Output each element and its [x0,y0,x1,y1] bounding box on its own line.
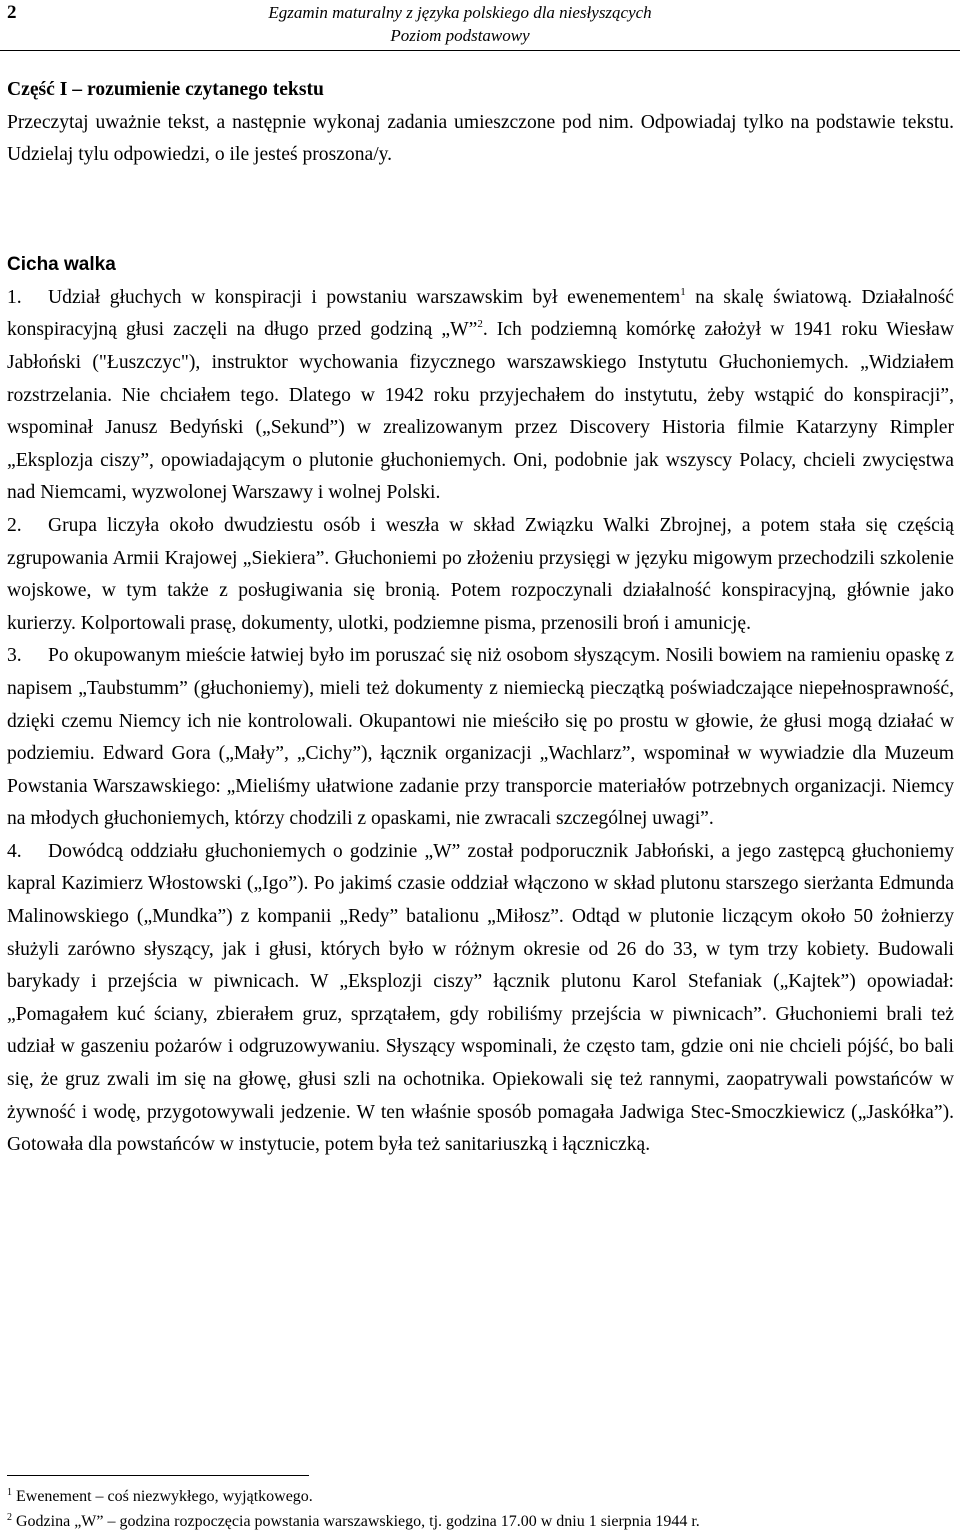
footnote-mark: 1 [7,1487,12,1498]
article-paragraph-3 [7,640,954,836]
paragraph-text: . Ich podziemną komórkę założył w 1941 roku Wiesław Jabłoński ("Łuszczyc"), instruktor wychowania fizycznego warszawskiego Instytutu Głuchoniemych. „Widziałem rozstrzelania. Nie chciałem tego. Dlatego w 1942 roku przyjechałem do instytutu, żeby wstąpić do konspiracji”, wspominał Janusz Bedyński („Sekund”) w zrealizowanym przez Discovery Historia filmie Katarzyny Rimpler „Eksplozja ciszy”, opowiadającym o plutonie głuchoniemych. Oni, podobnie jak wszyscy Polacy, chcieli zwycięstwa nad Niemcami, wyzwolonej Warszawy i wolnej Polski. [7,319,954,504]
article-paragraph-4 [7,836,954,1162]
footnote-text: Godzina „W” – godzina rozpoczęcia powstania warszawskiego, tj. godzina 17.00 w dniu 1 sierpnia 1944 r. [12,1513,700,1530]
footnote-1 [7,1484,954,1509]
footnote-ref-2: 2 [477,318,483,331]
page-header [0,0,960,51]
footnote-2 [7,1509,954,1534]
article-title: Cicha walka [7,253,116,275]
paragraph-number: 1. [7,286,22,308]
paragraph-number: 4. [7,840,22,862]
paragraph-text: Grupa liczyła około dwudziestu osób i weszła w skład Związku Walki Zbrojnej, a potem stała się częścią zgrupowania Armii Krajowej „Siekiera”. Głuchoniemi po złożeniu przysięgi w języku migowym przechodzili szkolenie wojskowe, w tym także z posługiwania się bronią. Potem rozpoczynali działalność konspiracyjną, głównie jako kurierzy. Kolportowali prasę, dokumenty, ulotki, podziemne pisma, przenosili broń i amunicję. [7,514,954,634]
section-instruction: Przeczytaj uważnie tekst, a następnie wykonaj zadania umieszczone pod nim. Odpowiadaj tylko na podstawie tekstu. Udzielaj tylu odpowiedzi, o ile jesteś proszona/y. [7,111,954,166]
footnote-ref-1: 1 [680,285,686,298]
article-paragraph-2 [7,510,954,640]
paragraph-text: Dowódcą oddziału głuchoniemych o godzinie „W” został podporucznik Jabłoński, a jego zastępcą głuchoniemy kapral Kazimierz Włostowski („Igo”). Po jakimś czasie oddział włączono w skład plutonu starszego sierżanta Edmunda Malinowskiego („Mundka”) z kompanii „Redy” batalionu „Miłosz”. Odtąd w plutonie liczącym około 50 żołnierzy służyli zarówno słyszący, jak i głusi, których było w różnym okresie od 26 do 33, w tym trzy kobiety. Budowali barykady i przejścia w piwnicach. W „Eksplozji ciszy” łącznik plutonu Karol Stefaniak („Kajtek”) opowiadał: „Pomagałem kuć ściany, zbierałem gruz, sprzątałem, gdy robiliśmy przejścia w piwnicach”. Głuchoniemi brali też udział w gaszeniu pożarów i odgruzowywaniu. Słyszący wspominali, że często tam, gdzie oni nie chcieli pójść, bo bali się, że gruz zwali im się na głowę, głusi szli na ochotnika. Opiekowali się też rannymi, zaopatrywali powstańców w żywność i wodę, przygotowywali jedzenie. W ten właśnie sposób pomagała Jadwiga Stec-Smoczkiewicz („Jaskółka”). Gotowała dla powstańców w instytucie, potem była też sanitariuszką i łączniczką. [7,840,954,1156]
paragraph-text: Udział głuchych w konspiracji i powstaniu warszawskim był ewenementem [48,286,681,308]
page-number: 2 [7,2,17,23]
page-content [7,74,954,1162]
section-title: Część I – rozumienie czytanego tekstu [7,79,324,100]
exam-title-line-1: Egzamin maturalny z języka polskiego dla niesłyszących [268,3,652,22]
footnote-text: Ewenement – coś niezwykłego, wyjątkowego. [12,1488,313,1505]
paragraph-text: Po okupowanym mieście łatwiej było im poruszać się niż osobom słyszącym. Nosili bowiem na ramieniu opaskę z napisem „Taubstumm” (głuchoniemy), mieli też dokumenty z niemiecką pieczątką poświadczające niepełnosprawność, dzięki czemu Niemcy ich nie kontrolowali. Okupantowi nie mieściło się po prostu w głowie, że głusi mogą działać w podziemiu. Edward Gora („Mały”, „Cichy”), łącznik organizacji „Wachlarz”, wspominał w wywiadzie dla Muzeum Powstania Warszawskiego: „Mieliśmy ułatwione zadanie przy transporcie materiałów potrzebnych organizacji. Niemcy na młodych głuchoniemych, którzy chodzili z opaskami, nie zwracali szczególnej uwagi”. [7,645,954,830]
footnote-divider [7,1475,309,1476]
exam-title [80,1,840,47]
paragraph-number: 2. [7,514,22,536]
exam-title-line-2: Poziom podstawowy [390,26,530,45]
paragraph-text: na skalę światową. Działalność konspiracyjną głusi zaczęli na długo przed godziną „W” [7,286,954,341]
footnotes [7,1484,954,1534]
paragraph-number: 3. [7,645,22,667]
footnote-mark: 2 [7,1512,12,1523]
article-paragraph-1 [7,282,954,510]
